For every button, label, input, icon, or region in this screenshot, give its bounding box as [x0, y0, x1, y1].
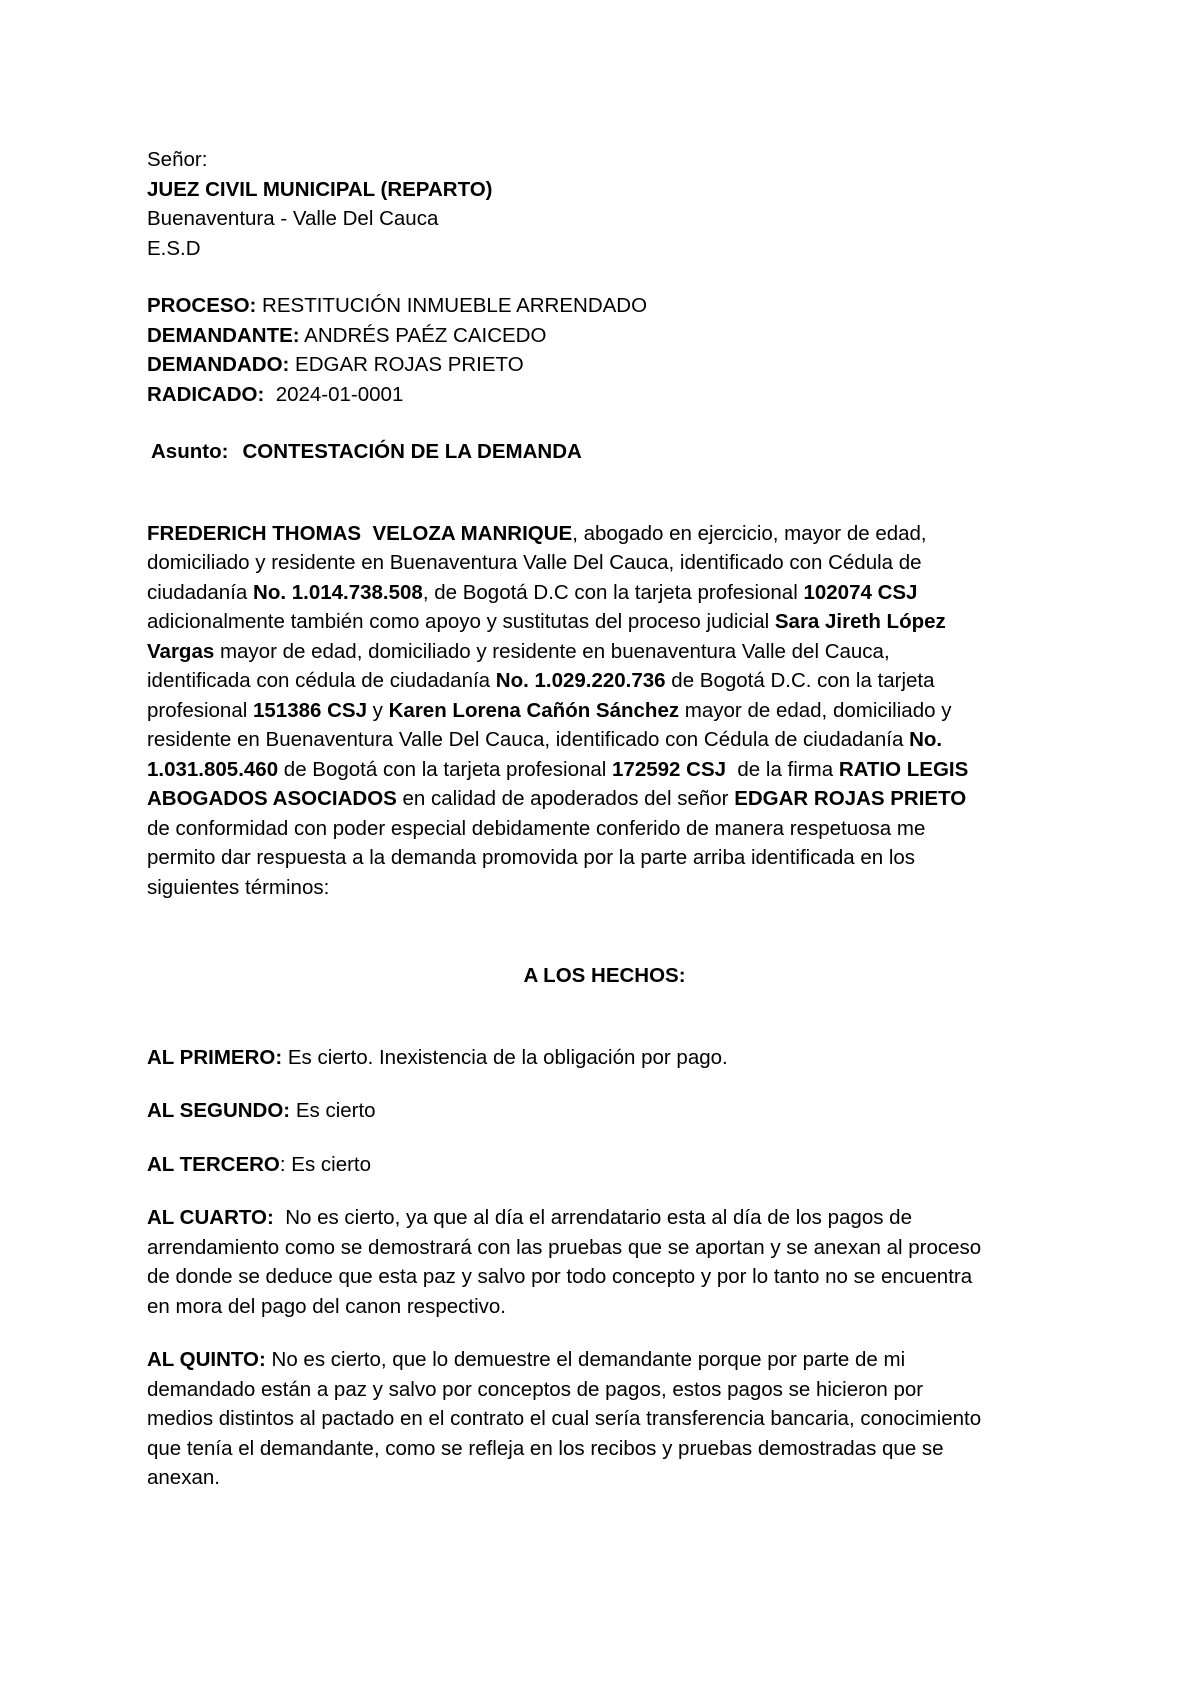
esd: E.S.D	[147, 236, 201, 260]
intro-line	[147, 784, 1062, 814]
fact-cuarto-line	[147, 1203, 1062, 1233]
text-run: de conformidad con poder especial debidamente conferido de manera respetuosa me	[147, 816, 926, 840]
text-run: , abogado en ejercicio, mayor de edad,	[572, 521, 927, 545]
intro-line	[147, 578, 1062, 608]
fact-quinto-line: anexan.	[147, 1466, 220, 1489]
document-page	[147, 145, 1062, 1493]
bold-run: Sara Jireth López	[774, 610, 946, 633]
fact-quinto	[147, 1345, 1062, 1493]
fact-tercero-label: AL TERCERO	[147, 1152, 280, 1176]
fact-quinto-line: que tenía el demandante, como se refleja en los recibos y pruebas demostradas que se	[147, 1436, 944, 1460]
text-run: y	[366, 698, 389, 722]
proceso-value: RESTITUCIÓN INMUEBLE ARRENDADO	[256, 294, 648, 317]
fact-quinto-label: AL QUINTO:	[147, 1348, 266, 1371]
text-run: domiciliado y residente en Buenaventura Valle Del Cauca, identificado con Cédula de	[147, 551, 922, 574]
demandante-value: ANDRÉS PAÉZ CAICEDO	[299, 323, 547, 347]
bold-run: Vargas	[147, 639, 215, 663]
bold-run: 172592 CSJ	[612, 757, 727, 781]
demandante-label: DEMANDANTE:	[147, 323, 300, 347]
intro-paragraph	[147, 519, 1062, 903]
text-run: , de Bogotá D.C con la tarjeta profesional	[422, 580, 804, 604]
text-run: de Bogotá D.C. con la tarjeta	[665, 669, 935, 692]
bold-run: No. 1.029.220.736	[495, 669, 666, 692]
bold-run: RATIO LEGIS	[838, 757, 969, 781]
intro-line	[147, 519, 1062, 549]
fact-cuarto	[147, 1203, 1062, 1321]
intro-line	[147, 696, 1062, 726]
bold-run: ABOGADOS ASOCIADOS	[147, 787, 397, 810]
bold-run: Karen Lorena Cañón Sánchez	[388, 698, 680, 722]
bold-run: 102074 CSJ	[803, 580, 918, 604]
intro-line	[147, 548, 1062, 578]
bold-run: No. 1.014.738.508	[253, 580, 423, 604]
proceso-line	[147, 291, 1062, 321]
demandado-value: EDGAR ROJAS PRIETO	[289, 353, 524, 376]
text-run: de Bogotá con la tarjeta profesional	[278, 757, 613, 781]
section-title-text: A LOS HECHOS:	[523, 964, 686, 987]
demandante-line	[147, 321, 1062, 351]
intro-line	[147, 755, 1062, 785]
addressee	[147, 175, 1062, 205]
fact-quinto-text: No es cierto, que lo demuestre el demandante porque por parte de mi	[265, 1348, 906, 1371]
fact-cuarto-line: arrendamiento como se demostrará con las pruebas que se aportan y se anexan al proceso	[147, 1235, 982, 1259]
fact-quinto-line: medios distintos al pactado en el contrato el cual sería transferencia bancaria, conocimiento	[147, 1407, 982, 1430]
text-run: permito dar respuesta a la demanda promovida por la parte arriba identificada en los	[147, 846, 916, 869]
text-run: identificada con cédula de ciudadanía	[147, 669, 496, 692]
bold-run: 151386 CSJ	[252, 698, 367, 722]
intro-line	[147, 607, 1062, 637]
bold-run: FREDERICH THOMAS VELOZA MANRIQUE	[147, 521, 573, 545]
fact-primero	[147, 1043, 1062, 1073]
text-run: de la firma	[726, 757, 839, 781]
fact-cuarto-line: de donde se deduce que esta paz y salvo por todo concepto y por lo tanto no se encuentra	[147, 1265, 973, 1288]
city: Buenaventura - Valle Del Cauca	[147, 207, 439, 230]
text-run: mayor de edad, domiciliado y residente en buenaventura Valle del Cauca,	[214, 639, 890, 663]
fact-segundo-text: Es cierto	[290, 1099, 376, 1122]
bold-run: EDGAR ROJAS PRIETO	[734, 787, 967, 810]
fact-tercero	[147, 1150, 1062, 1180]
radicado-label: RADICADO:	[147, 382, 265, 406]
demandado-line	[147, 350, 1062, 380]
proceso-label: PROCESO:	[147, 294, 257, 317]
asunto-label: Asunto:	[151, 440, 229, 463]
radicado-line	[147, 380, 1062, 410]
radicado-value: 2024-01-0001	[264, 382, 404, 406]
fact-cuarto-line: en mora del pago del canon respectivo.	[147, 1294, 506, 1318]
asunto-line	[147, 437, 1062, 467]
text-run: ciudadanía	[147, 580, 254, 604]
intro-line	[147, 725, 1062, 755]
text-run: mayor de edad, domiciliado y	[679, 698, 952, 722]
fact-primero-label: AL PRIMERO:	[147, 1045, 283, 1069]
salutation: Señor:	[147, 148, 208, 171]
text-run: siguientes términos:	[147, 875, 330, 899]
fact-quinto-line	[147, 1345, 1062, 1375]
fact-segundo	[147, 1096, 1062, 1126]
intro-line	[147, 666, 1062, 696]
fact-tercero-text: : Es cierto	[279, 1152, 372, 1176]
intro-line	[147, 814, 1062, 844]
text-run: en calidad de apoderados del señor	[396, 787, 735, 810]
asunto-value: CONTESTACIÓN DE LA DEMANDA	[242, 440, 582, 463]
fact-segundo-label: AL SEGUNDO:	[147, 1099, 291, 1122]
bold-run: No.	[909, 728, 943, 751]
bold-run: 1.031.805.460	[147, 757, 279, 781]
intro-line	[147, 843, 1062, 873]
addressee-text: JUEZ CIVIL MUNICIPAL (REPARTO)	[147, 177, 493, 201]
fact-primero-text: Es cierto. Inexistencia de la obligación por pago.	[282, 1045, 728, 1069]
text-run: adicionalmente también como apoyo y sustitutas del proceso judicial	[147, 610, 775, 633]
demandado-label: DEMANDADO:	[147, 353, 290, 376]
fact-cuarto-label: AL CUARTO:	[147, 1206, 274, 1229]
fact-cuarto-text: No es cierto, ya que al día el arrendatario esta al día de los pagos de	[273, 1206, 912, 1229]
intro-line	[147, 637, 1062, 667]
intro-line	[147, 873, 1062, 903]
fact-quinto-line: demandado están a paz y salvo por conceptos de pagos, estos pagos se hicieron por	[147, 1377, 924, 1401]
section-title	[147, 961, 1062, 991]
text-run: residente en Buenaventura Valle Del Cauca, identificado con Cédula de ciudadanía	[147, 728, 910, 751]
text-run: profesional	[147, 698, 253, 722]
